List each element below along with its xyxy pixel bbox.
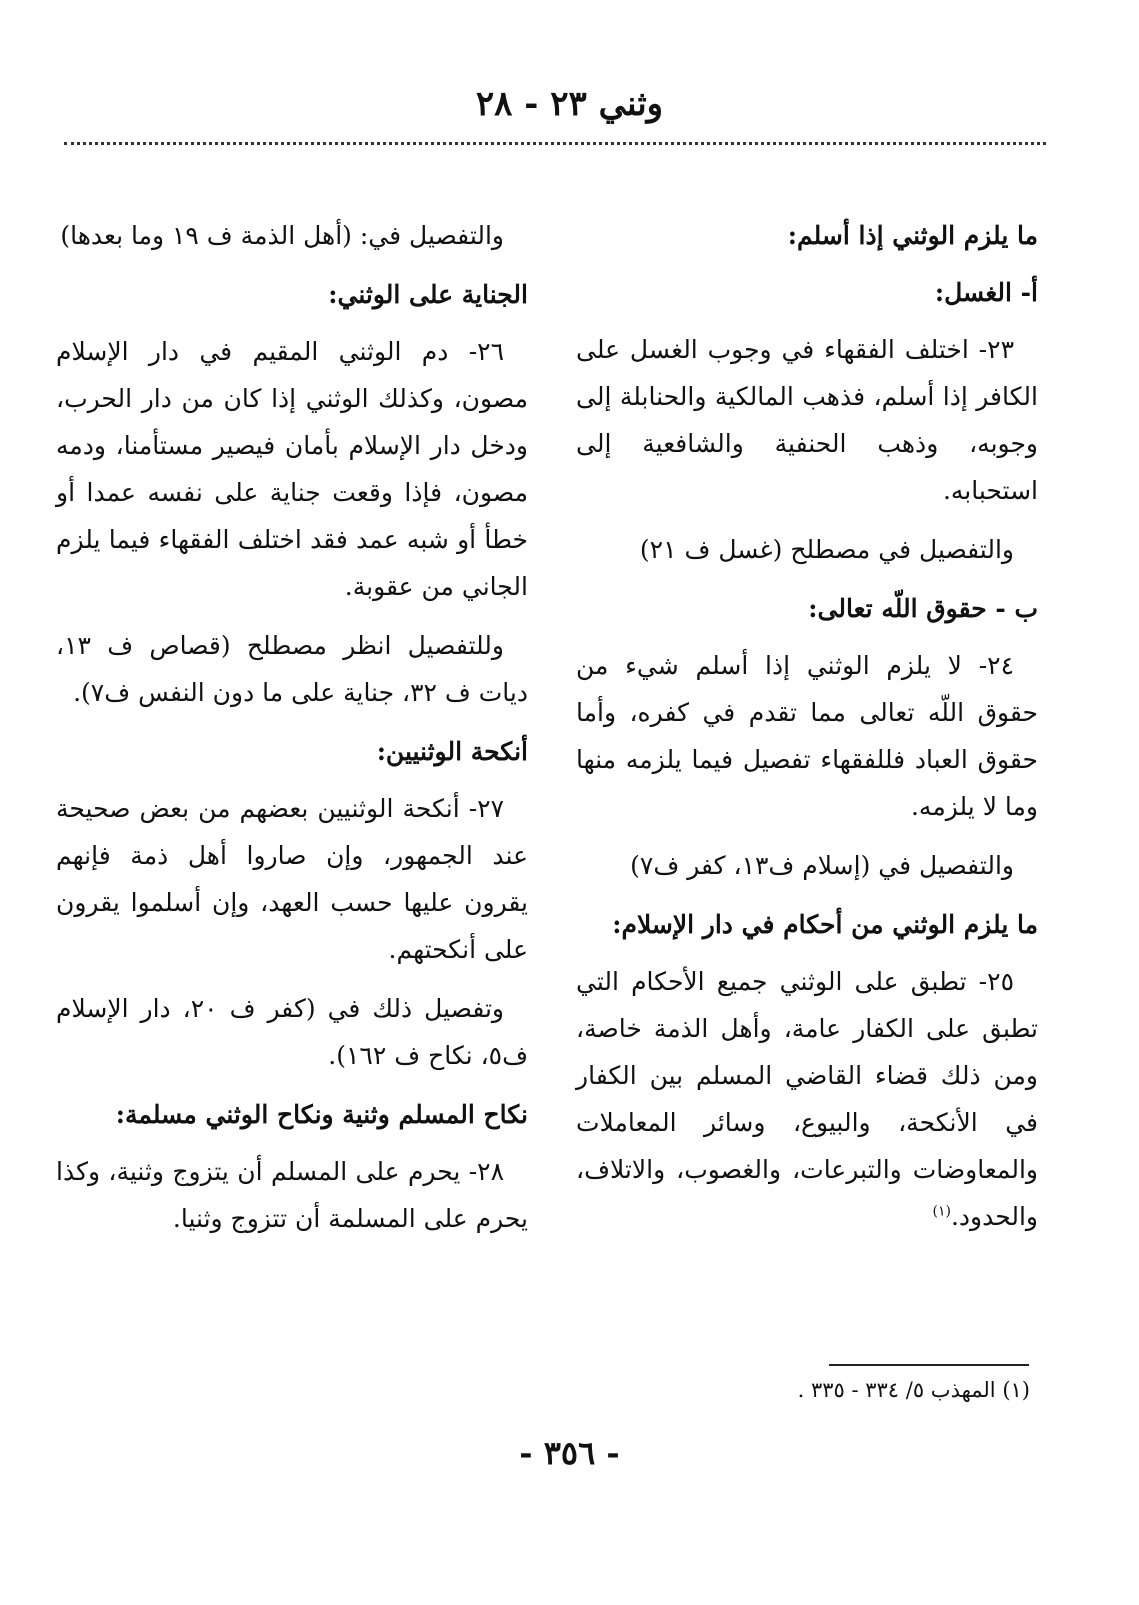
subsection-heading: ب - حقوق اللّه تعالى: xyxy=(808,594,1038,623)
left-column xyxy=(56,212,528,1254)
paragraph-28: ٢٨- يحرم على المسلم أن يتزوج وثنية، وكذا يحرم على المسلمة أن تتزوج وثنيا. xyxy=(56,1157,528,1233)
page-header-title: وثني ٢٣ - ٢٨ xyxy=(475,84,664,124)
footnote: (١) المهذب ٥/ ٣٣٤ - ٣٣٥ . xyxy=(797,1378,1030,1402)
paragraph-reference-top: والتفصيل في: (أهل الذمة ف ١٩ وما بعدها) xyxy=(60,221,504,250)
section-heading: نكاح المسلم وثنية ونكاح الوثني مسلمة: xyxy=(115,1100,528,1129)
paragraph-25-text: ٢٥- تطبق على الوثني جميع الأحكام التي تطبق على الكفار عامة، وأهل الذمة خاصة، ومن ذلك قضاء القاضي المسلم بين الكفار في الأنكحة، والبيوع، وسائر المعاملات والمعاوضات والتبرعات، والغصوب، والاتلاف، والحدود. xyxy=(576,967,1038,1231)
section-heading: أنكحة الوثنيين: xyxy=(376,737,528,766)
paragraph-25 xyxy=(576,958,1038,1240)
page-number: - ٣٥٦ - xyxy=(519,1434,620,1472)
footnote-divider xyxy=(829,1364,1029,1366)
paragraph-23: ٢٣- اختلف الفقهاء في وجوب الغسل على الكافر إذا أسلم، فذهب المالكية والحنابلة إلى وجوبه، وذهب الحنفية والشافعية إلى استحبابه. xyxy=(576,335,1038,505)
paragraph-23-reference: والتفصيل في مصطلح (غسل ف ٢١) xyxy=(639,535,1014,564)
paragraph-26-reference: وللتفصيل انظر مصطلح (قصاص ف ١٣، ديات ف ٣٢، جناية على ما دون النفس ف٧). xyxy=(56,631,528,707)
subsection-heading: أ- الغسل: xyxy=(934,278,1038,307)
paragraph-27: ٢٧- أنكحة الوثنيين بعضهم من بعض صحيحة عند الجمهور، وإن صاروا أهل ذمة فإنهم يقرون عليها حسب العهد، وإن أسلموا يقرون على أنكحتهم. xyxy=(56,794,528,964)
paragraph-26: ٢٦- دم الوثني المقيم في دار الإسلام مصون، وكذلك الوثني إذا كان من دار الحرب، ودخل دار الإسلام بأمان فيصير مستأمنا، ودمه مصون، فإذا وقعت جناية على نفسه عمدا أو خطأ أو شبه عمد فقد اختلف الفقهاء فيما يلزم الجاني من عقوبة. xyxy=(56,337,528,601)
section-heading: الجناية على الوثني: xyxy=(328,280,528,309)
paragraph-27-reference: وتفصيل ذلك في (كفر ف ٢٠، دار الإسلام ف٥، نكاح ف ١٦٢). xyxy=(56,994,528,1070)
section-heading: ما يلزم الوثني من أحكام في دار الإسلام: xyxy=(612,910,1038,939)
section-heading: ما يلزم الوثني إذا أسلم: xyxy=(787,221,1038,250)
paragraph-24-reference: والتفصيل في (إسلام ف١٣، كفر ف٧) xyxy=(630,851,1014,880)
footnote-marker: (١) xyxy=(932,1203,951,1220)
right-column xyxy=(576,212,1038,1252)
paragraph-24: ٢٤- لا يلزم الوثني إذا أسلم شيء من حقوق اللّه تعالى مما تقدم في كفره، وأما حقوق العباد فللفقهاء تفصيل فيما يلزمه منها وما لا يلزمه. xyxy=(576,651,1038,821)
header-dotted-divider xyxy=(64,142,1046,145)
